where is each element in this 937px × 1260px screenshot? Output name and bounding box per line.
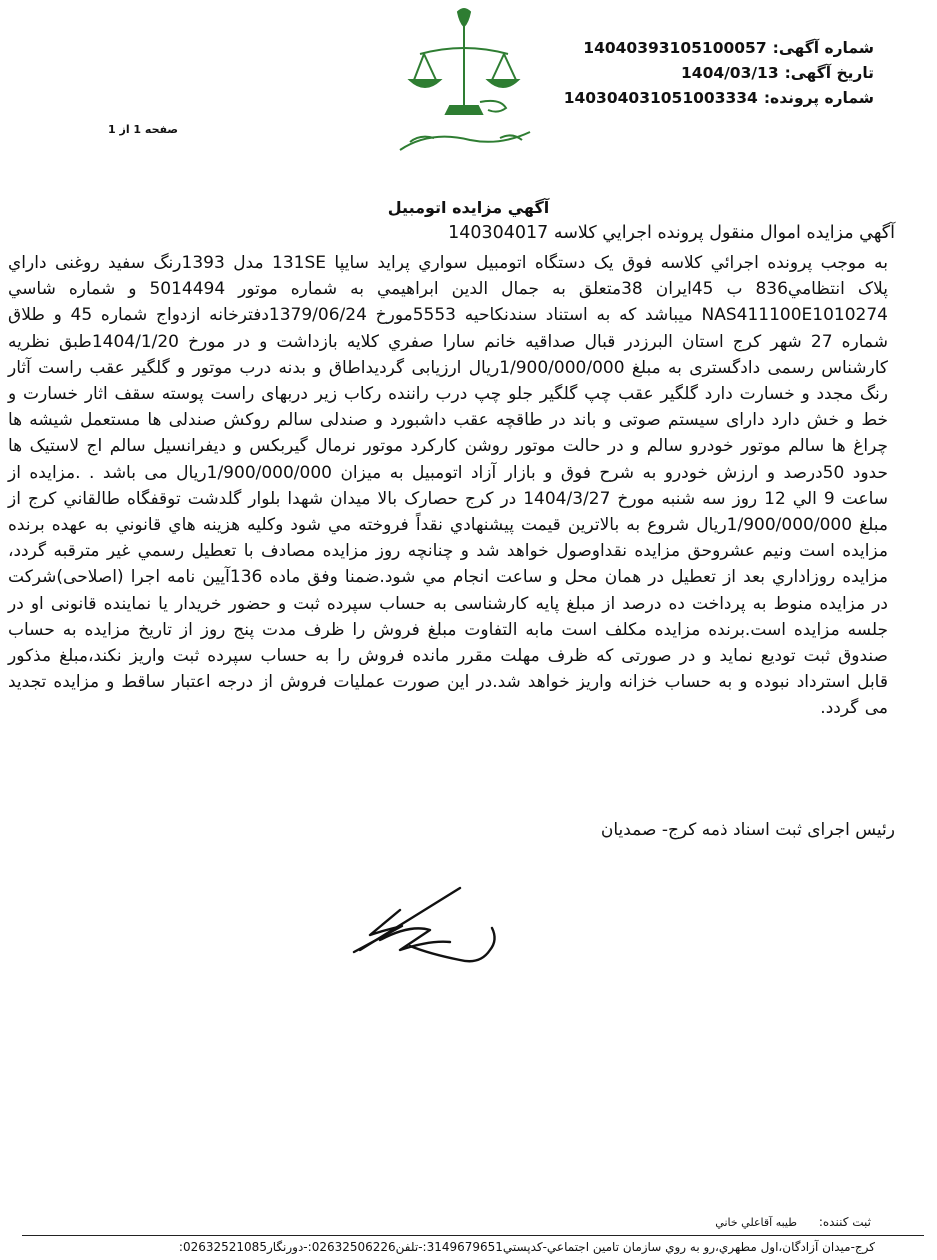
judiciary-emblem-icon: [380, 2, 550, 162]
case-number-label: شماره پرونده:: [763, 89, 874, 107]
notice-subheading: آگهي مزايده اموال منقول پرونده اجرايي كلاسه 140304017: [448, 223, 895, 243]
notice-title: آگهي مزايده اتومبيل: [387, 198, 550, 217]
registrar-name: طيبه آقاعلي خاني: [715, 1216, 798, 1229]
case-number: 140304031051003334: [563, 89, 758, 107]
case-number-row: [544, 86, 874, 111]
signer-line: رئيس اجراى ثبت اسناد ذمه كرج- صمديان: [600, 820, 895, 840]
notice-number-label: شماره آگهی:: [772, 39, 874, 57]
notice-number: 14040393105100057: [583, 39, 767, 57]
registrar-label: ثبت كننده:: [818, 1215, 871, 1229]
office-address: كرج-ميدان آزادگان،اول مطهري،رو به روي سازمان تامين اجتماعي-كدپستي3149679651:-تلفن02632506226:-دورنگار02632521085:: [178, 1240, 875, 1254]
notice-date: 1404/03/13: [681, 64, 779, 82]
notice-date-row: [544, 61, 874, 86]
footer-divider: [22, 1235, 924, 1236]
notice-metadata: [544, 36, 874, 111]
notice-number-row: [544, 36, 874, 61]
notice-body: [8, 250, 888, 722]
notice-date-label: تاریخ آگهی:: [784, 64, 874, 82]
page-indicator: صفحه 1 از 1: [108, 123, 179, 136]
registrar-line: [715, 1215, 871, 1229]
notice-body-paragraph: به موجب پرونده اجرائي كلاسه فوق يک دستگاه اتومبيل سواري پرايد سايپا 131SE مدل 1393رنگ سفيد روغنى داراي پلاک انتظامي836 ب 45ايران 38متعلق به جمال الدين ابراهيمي به شماره موتور 5014494 و شماره شاسي NAS411100E1010274 ميباشد كه به استناد سندنكاحيه 5553مورخ 1379/06/24دفترخانه ازدواج شماره 45 و طلاق شماره 27 شهر كرج استان البرزدر قبال صداقيه خانم سارا صفري كلايه بازداشت و در مورخ 1404/1/20طبق نظريه كارشناس رسمى دادگسترى به مبلغ 1/900/000/000ريال ارزيابى گرديداطاق و بدنه درب موتور و گلگير عقب راست آثار رنگ مجدد و خسارت دارد گلگير عقب چپ گلگير جلو چپ درب راننده ركاب زير دربهاى راست پوسته سقف اثار خسارت و خط و خش دارد داراى سيستم صوتى و باند در طاقچه عقب داشبورد و صندلى سالم روكش صندلى ها مستعمل شيشه ها چراغ ها سالم موتور خودرو سالم و در حالت موتور روشن كاركرد موتور نرمال گيربكس و ديفرانسيل سالم اج لاستيک ها حدود 50درصد و ارزش خودرو به شرح فوق و بازار آزاد اتومبيل به ميزان 1/900/000/000ريال مى باشد . .مزايده از ساعت 9 الي 12 روز سه شنبه مورخ 1404/3/27 در كرج حصارک بالا ميدان شهدا بلوار گلدشت توقفگاه طالقاني كرج از مبلغ 1/900/000/000ريال شروع به بالاترين قيمت پيشنهادي نقداً فروخته مي شود وكليه هزينه هاي قانوني به عهده برنده مزايده است ونيم عشروحق مزايده نقداوصول خواهد شد و چنانچه روز مزايده مصادف با تعطيل رسمي غير مترقبه گردد، مزايده روزاداري بعد از تعطيل در همان محل و ساعت انجام مي شود.ضمنا وفق ماده 136آيين نامه اجرا (اصلاحى)شركت در مزايده منوط به پرداخت ده درصد از مبلغ پايه كارشناسى به حساب سپرده ثبت و حضور خريدار يا نماينده قانونى او در جلسه مزايده است.برنده مزايده مكلف است مابه التفاوت مبلغ فروش را ظرف مدت پنج روز از تاريخ مزايده به حساب صندوق ثبت توديع نمايد و در صورتى كه ظرف مهلت مقرر مانده فروش را به حساب سپرده ثبت واريز نكند،مبلغ مذكور قابل استرداد نبوده و به حساب خزانه واريز خواهد شد.در اين صورت عمليات فروش از درجه اعتبار ساقط و مزايده تجديد مى گردد.: [8, 253, 889, 719]
handwritten-signature: [340, 880, 510, 1000]
